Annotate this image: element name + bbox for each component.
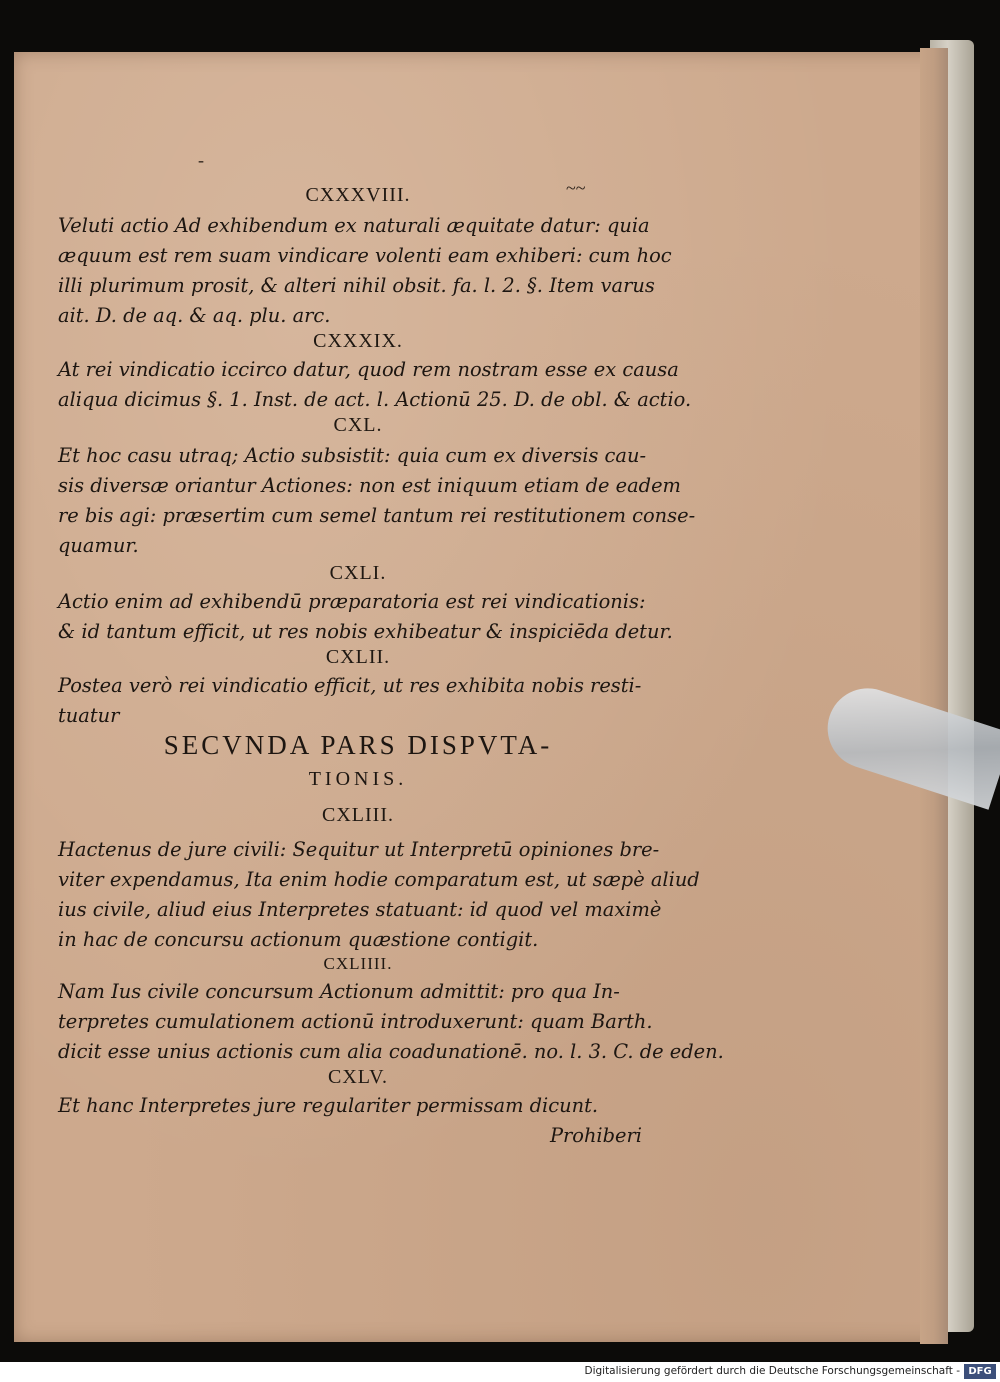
section-number: CXLII. (325, 646, 391, 668)
section-number: CXLI. (329, 562, 387, 584)
text-line: Et hoc casu utraq; Actio subsistit: quia cum ex diversis cau- (58, 444, 647, 467)
footer-bar (0, 1362, 1000, 1382)
text-line: in hac de concursu actionum quæstione contigit. (58, 928, 539, 951)
section-heading-continued: TIONIS. (308, 768, 408, 790)
text-line: tuatur (58, 704, 120, 727)
text-line: dicit esse unius actionis cum alia coadunationē. no. l. 3. C. de eden. (58, 1040, 724, 1063)
text-line: At rei vindicatio iccirco datur, quod rem nostram esse ex causa (58, 358, 679, 381)
text-line: quamur. (58, 534, 139, 557)
text-line: æquum est rem suam vindicare volenti eam exhiberi: cum hoc (58, 244, 672, 267)
text-line: Actio enim ad exhibendū præparatoria est rei vindicationis: (58, 590, 646, 613)
text-line: re bis agi: præsertim cum semel tantum rei restitutionem conse- (58, 504, 696, 527)
stray-mark: - (198, 150, 204, 170)
text-line: sis diversæ oriantur Actiones: non est iniquum etiam de eadem (58, 474, 681, 497)
text-line: Veluti actio Ad exhibendum ex naturali æquitate datur: quia (58, 214, 650, 237)
text-line: & id tantum efficit, ut res nobis exhibeatur & inspiciēda detur. (58, 620, 673, 643)
section-number: CXXXVIII. (305, 184, 411, 206)
page-fore-edge (920, 48, 948, 1344)
section-number: CXLIII. (322, 804, 394, 826)
dfg-logo: DFG (964, 1364, 996, 1379)
text-line: Et hanc Interpretes jure regulariter permissam dicunt. (58, 1094, 599, 1117)
text-line: aliqua dicimus §. 1. Inst. de act. l. Actionū 25. D. de obl. & actio. (58, 388, 692, 411)
text-line: Nam Ius civile concursum Actionum admittit: pro qua In- (58, 980, 620, 1003)
text-line: terpretes cumulationem actionū introduxerunt: quam Barth. (58, 1010, 653, 1033)
text-line: Hactenus de jure civili: Sequitur ut Interpretū opiniones bre- (58, 838, 660, 861)
text-line: illi plurimum prosit, & alteri nihil obsit. fa. l. 2. §. Item varus (58, 274, 655, 297)
section-number: CXLV. (327, 1066, 389, 1088)
section-number: CXLIIII. (323, 954, 393, 973)
stray-mark: ~~ (566, 178, 586, 198)
section-number: CXXXIX. (313, 330, 403, 352)
footer-credit: Digitalisierung gefördert durch die Deutsche Forschungsgemeinschaft - (584, 1365, 960, 1377)
section-heading: SECVNDA PARS DISPVTA- (163, 730, 553, 760)
text-line: viter expendamus, Ita enim hodie comparatum est, ut sæpè aliud (58, 868, 700, 891)
catchword: Prohiberi (549, 1124, 642, 1147)
text-line: Postea verò rei vindicatio efficit, ut res exhibita nobis resti- (58, 674, 642, 697)
text-line: ius civile, aliud eius Interpretes statuant: id quod vel maximè (58, 898, 662, 921)
section-number: CXL. (333, 414, 383, 436)
text-line: ait. D. de aq. & aq. plu. arc. (58, 304, 331, 327)
